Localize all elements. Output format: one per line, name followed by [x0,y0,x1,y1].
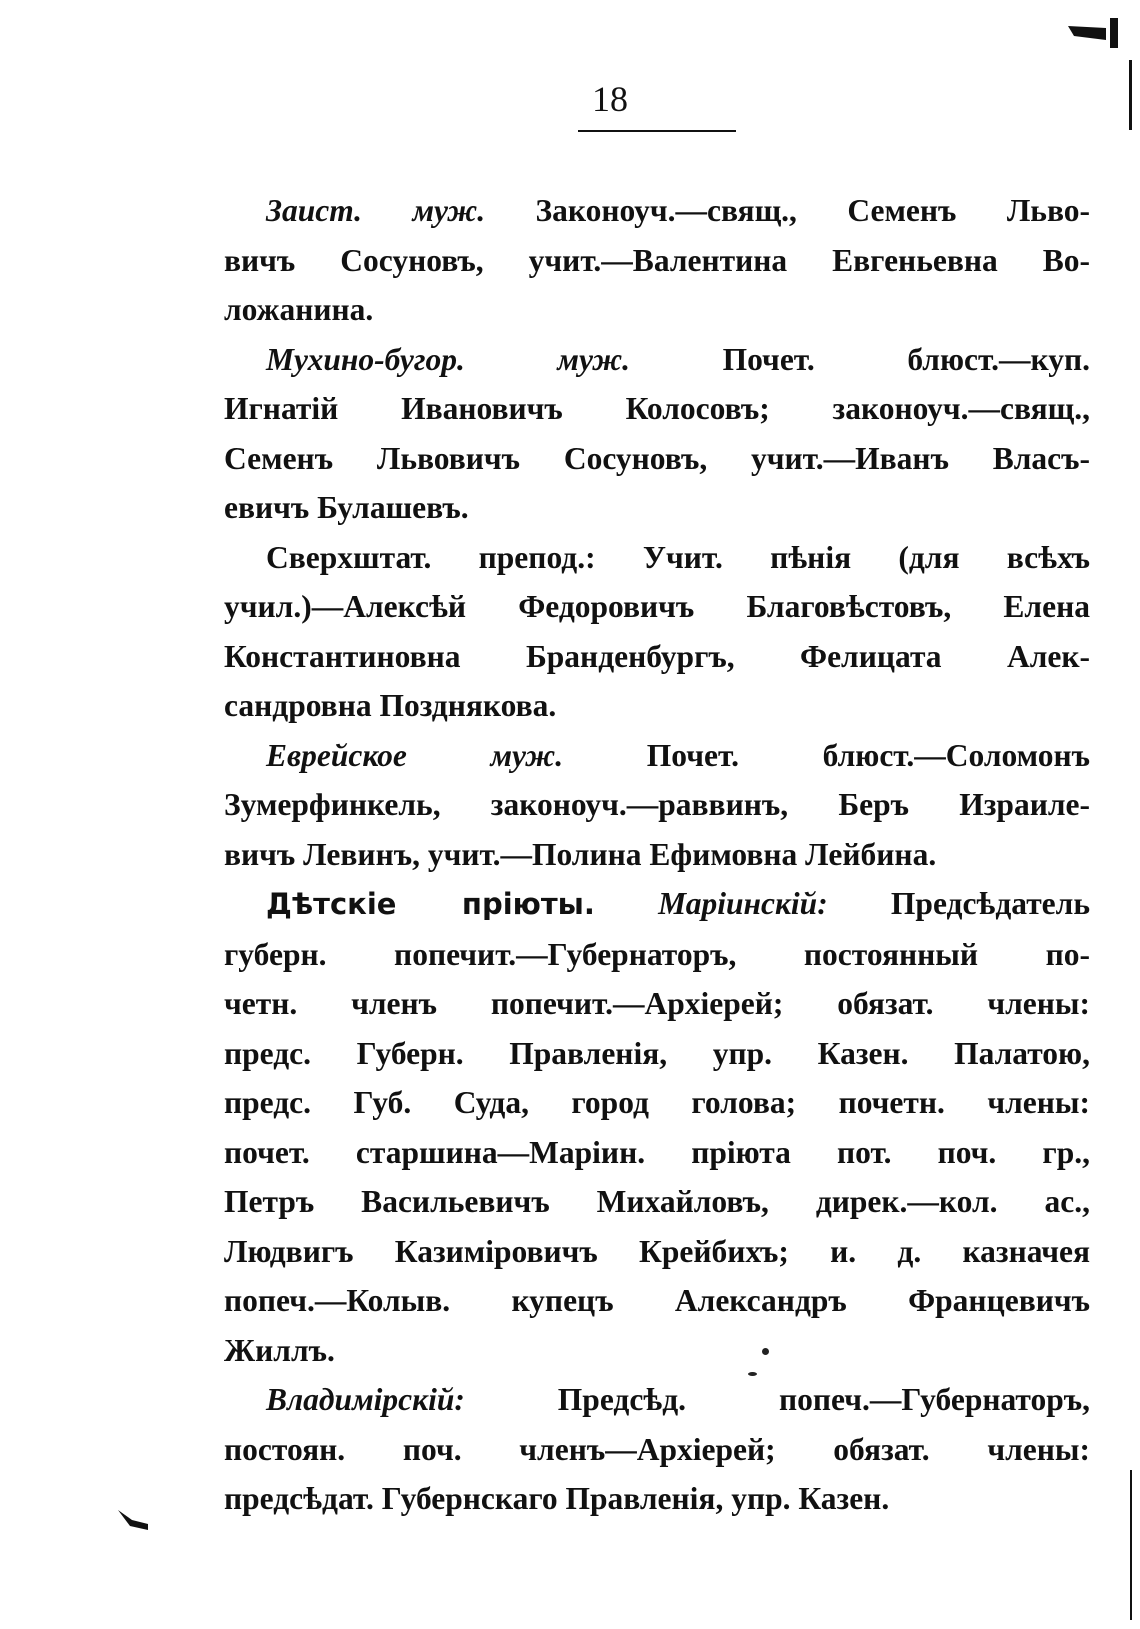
text-line [224,1375,1090,1425]
text-line [224,1029,1090,1079]
paragraph-mariinsky [224,879,1090,1375]
text-line [224,1128,1090,1178]
text-line [224,1227,1090,1277]
text-run: Жиллъ. [224,1332,335,1368]
text-run: Предсѣд. попеч.—Губернаторъ, [464,1382,1090,1417]
text-run [595,886,658,921]
text-line [224,186,1090,236]
text-line [224,1425,1090,1475]
text-run: Зумерфинкель, законоуч.—раввинъ, Беръ Израиле- [224,787,1090,822]
text-run: вичъ Левинъ, учит.—Полина Ефимовна Лейбина. [224,836,937,872]
text-line [224,830,1090,880]
italic-heading: Мухино-бугор. муж. [266,341,631,377]
page-number-rule [578,130,736,132]
paragraph-zaist [224,186,1090,335]
scan-speck-mark [118,1510,150,1532]
italic-heading: Владимірскій: [266,1382,465,1417]
text-run: Почет. блюст.—куп. [630,341,1090,377]
text-line [224,1078,1090,1128]
text-line [224,979,1090,1029]
text-line [224,1474,1090,1524]
paragraph-vladimirsky [224,1375,1090,1524]
text-line [224,384,1090,434]
italic-heading: Заист. муж. [266,193,486,228]
text-run: Сверхштат. препод.: Учит. пѣнія (для всѣхъ [266,539,1090,575]
text-line [224,780,1090,830]
paragraph-evreiskoe [224,731,1090,880]
text-run: постоян. поч. членъ—Архіерей; обязат. члены: [224,1431,1090,1467]
text-line [224,632,1090,682]
text-line [224,285,1090,335]
text-line [224,879,1090,930]
text-run: четн. членъ попечит.—Архіерей; обязат. члены: [224,986,1090,1021]
text-run: Предсѣдатель [827,886,1090,921]
scan-edge-mark [1066,18,1126,48]
text-line [224,1326,1090,1376]
text-run: Семенъ Львовичъ Сосуновъ, учит.—Иванъ Власъ- [224,440,1090,476]
text-line [224,731,1090,781]
text-run: предс. Губерн. Правленія, упр. Казен. Палатою, [224,1035,1090,1071]
scan-edge-line [1130,1470,1132,1620]
text-run: губерн. попечит.—Губернаторъ, постоянный по- [224,936,1090,972]
text-run: попеч.—Колыв. купецъ Александръ Францевичъ [224,1283,1090,1318]
text-run: Людвигъ Казиміровичъ Крейбихъ; и. д. казначея [224,1233,1090,1269]
text-line [224,1177,1090,1227]
text-run: Игнатій Ивановичъ Колосовъ; законоуч.—свящ., [224,391,1090,426]
text-run: Законоуч.—свящ., Семенъ Льво- [485,193,1090,228]
paragraph-sverkhshtat [224,533,1090,731]
italic-heading: Еврейское муж. [266,737,564,773]
text-line [224,483,1090,533]
text-run: Константиновна Бранденбургъ, Фелицата Алек- [224,638,1090,674]
text-run: Почет. блюст.—Соломонъ [563,737,1090,773]
text-run: Петръ Васильевичъ Михайловъ, дирек.—кол. ас., [224,1184,1090,1219]
text-line [224,236,1090,286]
text-line [224,681,1090,731]
text-run: учил.)—Алексѣй Федоровичъ Благовѣстовъ, Елена [224,589,1090,624]
text-run: предс. Губ. Суда, город голова; почетн. члены: [224,1085,1090,1120]
section-heading: Дѣтскіе пріюты. [266,887,595,921]
text-run: вичъ Сосуновъ, учит.—Валентина Евгеньевна Во- [224,242,1090,278]
text-line [224,1276,1090,1326]
italic-heading: Маріинскій: [658,886,828,921]
text-run: сандровна Позднякова. [224,688,557,723]
text-line [224,434,1090,484]
text-line [224,335,1090,385]
text-run: предсѣдат. Губернскаго Правленія, упр. Казен. [224,1481,890,1516]
text-run: почет. старшина—Маріин. пріюта пот. поч. гр., [224,1134,1090,1170]
text-run: евичъ Булашевъ. [224,490,469,525]
text-line [224,533,1090,583]
text-line [224,582,1090,632]
text-line [224,930,1090,980]
paragraph-mukhino-bugor [224,335,1090,533]
text-run: ложанина. [224,292,374,327]
page-body [224,186,1090,1524]
page-number: 18 [592,79,628,119]
